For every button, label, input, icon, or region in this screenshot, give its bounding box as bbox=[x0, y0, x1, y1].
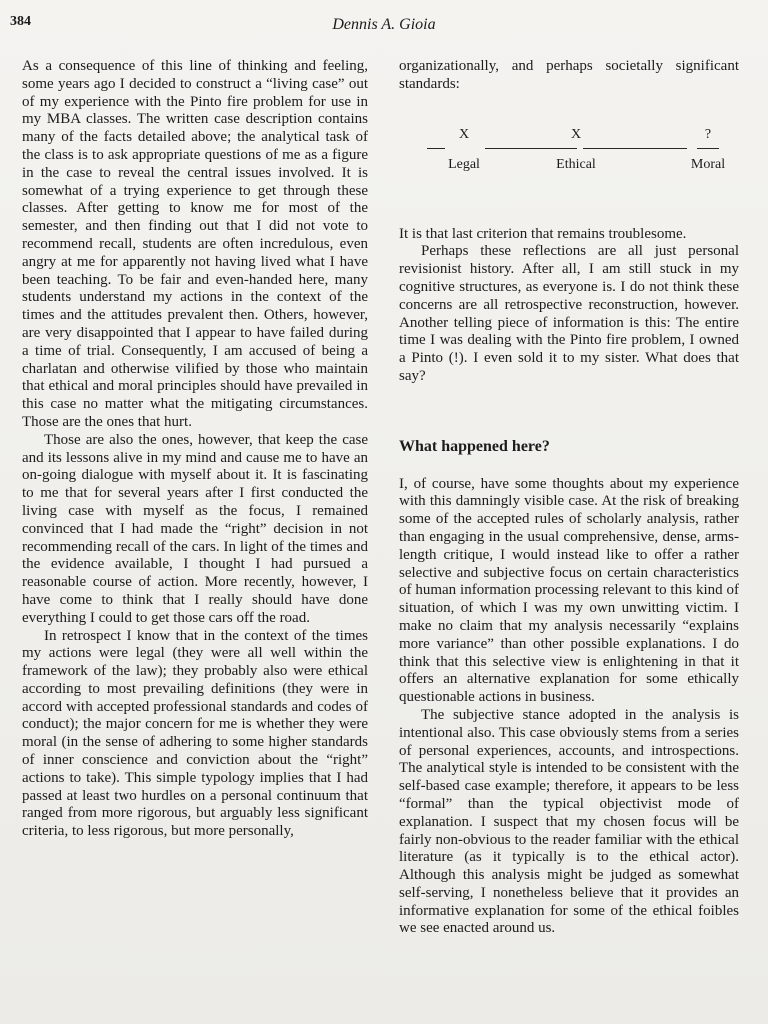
continuum-line-segment bbox=[697, 148, 719, 149]
paragraph-thoughts: I, of course, have some thoughts about my experience with this damningly visible case. At the risk of breaking some of the accepted rules of scholarly analysis, rather than engaging in the usual comprehensive, dense, arms-length critique, I would instead like to offer a rather selective and subjective focus on certain characteristics of human information processing relevant to this kind of situation, of which I was my own unwitting victim. I make no claim that my analysis necessarily “explains more variance” than other possible explanations. I do think that this selective view is enlightening in that it offers an alternative explanation for some ethically questionable actions in business. bbox=[399, 475, 739, 706]
paragraph-continued: organizationally, and perhaps societally significant standards: bbox=[399, 58, 739, 92]
section-heading: What happened here? bbox=[399, 437, 550, 455]
continuum-label-ethical: Ethical bbox=[556, 156, 596, 172]
continuum-mark-moral: ? bbox=[704, 126, 712, 142]
running-head-author: Dennis A. Gioia bbox=[332, 16, 436, 33]
continuum-mark-ethical: X bbox=[570, 126, 582, 142]
left-column bbox=[22, 58, 368, 841]
continuum-line-segment bbox=[485, 148, 577, 149]
page-number: 384 bbox=[10, 14, 31, 29]
continuum-label-legal: Legal bbox=[448, 156, 480, 172]
paragraph-revisionist: Perhaps these reflections are all just personal revisionist history. After all, I am still stuck in my cognitive structures, as everyone is. I do not think these concerns are all retrospective reconstruction, however. Another telling piece of information is this: The entire time I was dealing with the Pinto fire problem, I owned a Pinto (!). I even sold it to my sister. What does that say? bbox=[399, 243, 739, 384]
paragraph-retrospect: In retrospect I know that in the context of the times my actions were legal (they were all well within the framework of the law); they probably also were ethical according to most prevailing definitions (they were in accord with accepted professional standards and codes of conduct); the major concern for me is whether they were moral (in the sense of adhering to some higher standards of inner conscience and conviction about the “right” actions to take). This simple typology implies that I had passed at least two hurdles on a personal continuum that ranged from more rigorous, but arguably less significant criteria, to less rigorous, but more personally, bbox=[22, 627, 368, 840]
continuum-line-segment bbox=[583, 148, 687, 149]
paragraph-living-case: As a consequence of this line of thinking and feeling, some years ago I decided to construct a “living case” out of my experience with the Pinto fire problem for use in my MBA classes. The written case description contains many of the facts detailed above; the analytical task of the class is to ask appropriate questions of me as a figure in the case to reveal the central issues involved. It is somewhat of a trying experience to get through these classes. After getting to know me for most of the semester, and then finding out that I did not vote to recommend recall, students are often incredulous, even angry at me for apparently not having lived what I have been teaching. To be fair and even-handed here, many students understand my actions in the context of the times and the attitudes prevalent then. Others, however, are very disappointed that I appear to have failed during a time of trial. Consequently, I am accused of being a charlatan and otherwise vilified by those who maintain that ethical and moral principles should have prevailed in this case no matter what the mitigating circumstances. Those are the ones that hurt. bbox=[22, 58, 368, 430]
right-column bbox=[399, 58, 739, 938]
continuum-line-segment bbox=[427, 148, 445, 149]
paragraph-ongoing-dialogue: Those are also the ones, however, that keep the case and its lessons alive in my mind and cause me to have an on-going dialogue with myself about it. It is fascinating to me that for several years after I first conducted the living case with myself as the focus, I remained convinced that I had made the “right” decision in not recommending recall of the cars. In light of the times and the evidence available, I thought I had pursued a reasonable course of action. More recently, however, I have come to think that I really should have done everything I could to get those cars off the road. bbox=[22, 431, 368, 626]
legal-ethical-moral-continuum bbox=[399, 112, 739, 216]
paragraph-subjective-stance: The subjective stance adopted in the analysis is intentional also. This case obviously stems from a series of personal experiences, accounts, and introspections. The analytical style is intended to be consistent with the self-based case example; therefore, it appears to be less “formal” than the typical objectivist mode of explanation. I suspect that my chosen focus will be fairly non-obvious to the reader familiar with the ethical literature (as it typically is to the ethical actor). Although this analysis might be judged as somewhat self-serving, I nonetheless believe that it provides an informative explanation for some of the ethical foibles we see enacted around us. bbox=[399, 706, 739, 937]
continuum-label-moral: Moral bbox=[690, 156, 726, 172]
continuum-mark-legal: X bbox=[458, 126, 470, 142]
paragraph-troublesome: It is that last criterion that remains troublesome. bbox=[399, 225, 687, 242]
